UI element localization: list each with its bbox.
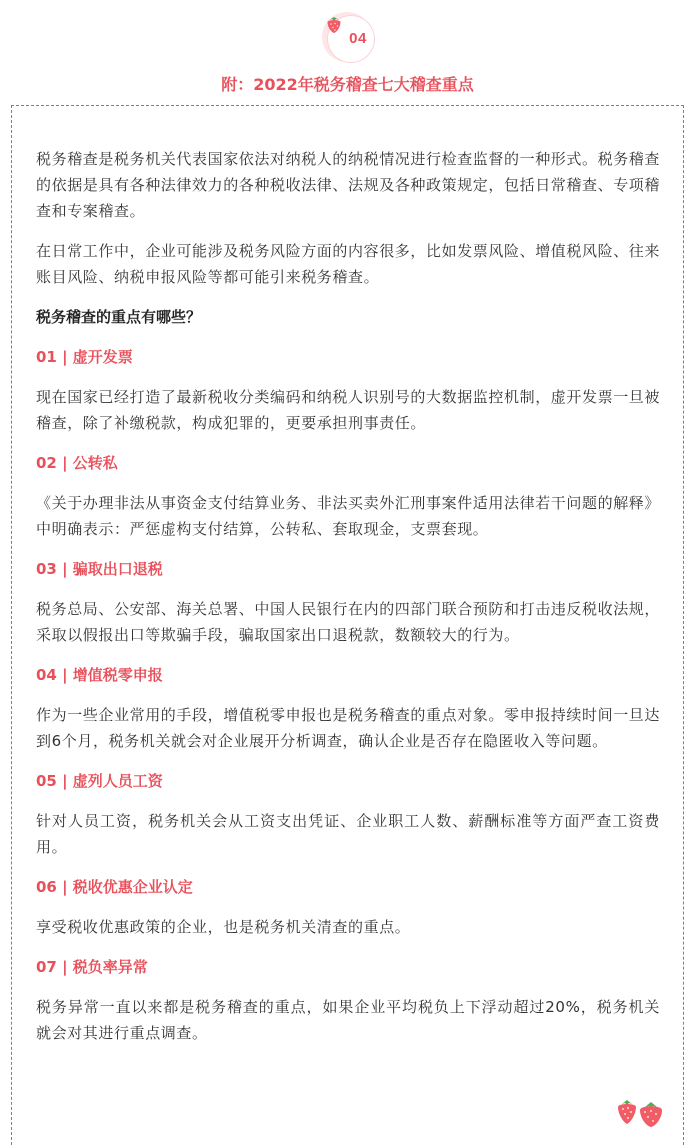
section-text-04: 作为一些企业常用的手段，增值税零申报也是税务稽查的重点对象。零申报持续时间一旦达到6个月，税务机关就会对企业展开分析调查，确认企业是否存在隐匿收入等问题。 xyxy=(36,706,661,750)
strawberry-icon xyxy=(326,14,342,34)
section-text-05: 针对人员工资，税务机关会从工资支出凭证、企业职工人数、薪酬标准等方面严查工资费用。 xyxy=(36,812,660,856)
section-text-01: 现在国家已经打造了最新税收分类编码和纳税人识别号的大数据监控机制，虚开发票一旦被稽查，除了补缴税款，构成犯罪的，更要承担刑事责任。 xyxy=(36,388,661,432)
badge-number: 04 xyxy=(349,30,367,47)
section-heading-03: 03 | 骗取出口退税 xyxy=(36,560,163,578)
section-text-02: 《关于办理非法从事资金支付结算业务、非法买卖外汇刑事案件适用法律若干问题的解释》中明确表示：严惩虚构支付结算，公转私、套取现金，支票套现。 xyxy=(36,494,661,538)
strawberry-icon xyxy=(612,1098,672,1127)
section-heading-05: 05 | 虚列人员工资 xyxy=(36,772,163,790)
intro-paragraph-1: 税务稽查是税务机关代表国家依法对纳税人的纳税情况进行检查监督的一种形式。税务稽查的依据是具有各种法律效力的各种税收法律、法规及各种政策规定，包括日常稽查、专项稽查和专案稽查。 xyxy=(36,150,661,220)
question-heading: 税务稽查的重点有哪些？ xyxy=(36,308,202,326)
intro-paragraph-2: 在日常工作中，企业可能涉及税务风险方面的内容很多，比如发票风险、增值税风险、往来账目风险、纳税申报风险等都可能引来税务稽查。 xyxy=(36,242,661,286)
section-heading-07: 07 | 税负率异常 xyxy=(36,958,148,976)
section-heading-06: 06 | 税收优惠企业认定 xyxy=(36,878,193,896)
section-heading-01: 01 | 虚开发票 xyxy=(36,348,133,366)
section-number-badge xyxy=(322,12,386,64)
section-text-03: 税务总局、公安部、海关总署、中国人民银行在内的四部门联合预防和打击违反税收法规，采取以假报出口等欺骗手段，骗取国家出口退税款，数额较大的行为。 xyxy=(36,600,661,644)
section-text-06: 享受税收优惠政策的企业，也是税务机关清查的重点。 xyxy=(36,918,411,936)
article-body xyxy=(36,146,660,1060)
section-heading-04: 04 | 增值税零申报 xyxy=(36,666,163,684)
section-text-07: 税务异常一直以来都是税务稽查的重点，如果企业平均税负上下浮动超过20%，税务机关就会对其进行重点调查。 xyxy=(36,998,660,1042)
page-title: 附：2022年税务稽查七大稽查重点 xyxy=(221,75,474,94)
section-heading-02: 02 | 公转私 xyxy=(36,454,118,472)
